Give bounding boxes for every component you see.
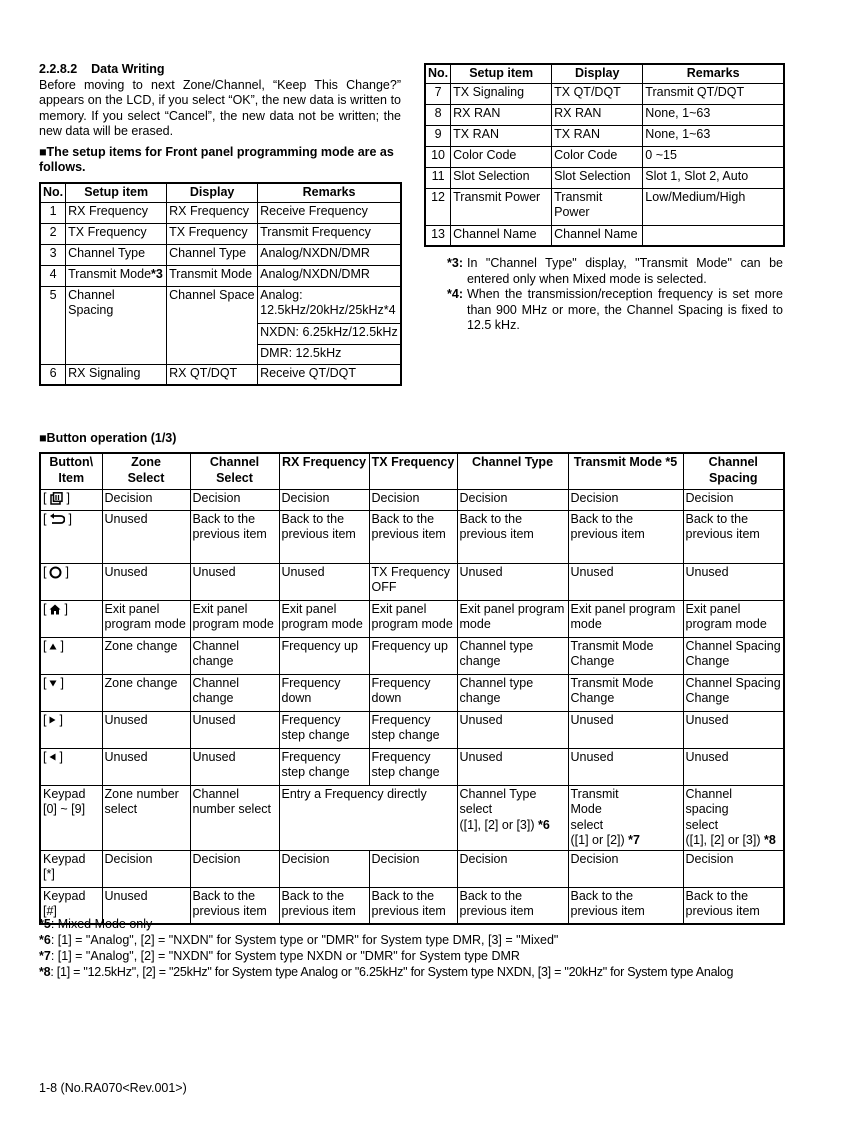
setup-header-row bbox=[425, 64, 784, 83]
cell-tx: Decision bbox=[369, 489, 457, 510]
bracket-open: [ bbox=[43, 638, 47, 653]
cell-zone: Unused bbox=[102, 748, 190, 785]
cell-type: Decision bbox=[457, 489, 568, 510]
cell-zone: Decision bbox=[102, 489, 190, 510]
remarks-dmr: DMR: 12.5kHz bbox=[258, 344, 400, 364]
row-no: 1 bbox=[40, 202, 66, 223]
cell-rx: Frequency step change bbox=[279, 711, 369, 748]
col-header-display: Display bbox=[167, 183, 258, 202]
col-header-setup-item: Setup item bbox=[66, 183, 167, 202]
row-display: Transmit Mode bbox=[167, 265, 258, 286]
cell-tx: Back to the previous item bbox=[369, 510, 457, 563]
table-row bbox=[40, 364, 401, 385]
row-display: RX QT/DQT bbox=[167, 364, 258, 385]
up-triangle-icon bbox=[49, 643, 57, 650]
power-menu-icon bbox=[49, 492, 63, 505]
cell-channel: Channel number select bbox=[190, 785, 279, 850]
footnote-text: : [1] = "Analog", [2] = "NXDN" for System type NXDN or "DMR" for System type DMR bbox=[50, 949, 520, 963]
cell-mode: Decision bbox=[568, 489, 683, 510]
cell-spacing: Unused bbox=[683, 563, 784, 600]
circle-icon bbox=[49, 566, 62, 579]
col-header-no: No. bbox=[40, 183, 66, 202]
row-remarks: Receive Frequency bbox=[258, 202, 401, 223]
footnote-label: *6 bbox=[39, 933, 51, 947]
cell-mode: Unused bbox=[568, 711, 683, 748]
row-no: 11 bbox=[425, 167, 451, 188]
cell-zone: Zone number select bbox=[102, 785, 190, 850]
note-label: *3: bbox=[447, 256, 463, 270]
cell-type: Back to the previous item bbox=[457, 510, 568, 563]
cell-type: Unused bbox=[457, 563, 568, 600]
bracket-open: [ bbox=[43, 564, 47, 579]
footnote-7 bbox=[39, 948, 819, 964]
row-no: 7 bbox=[425, 83, 451, 104]
cell-spacing: Decision bbox=[683, 489, 784, 510]
row-no: 8 bbox=[425, 104, 451, 125]
cell-tx: Decision bbox=[369, 850, 457, 887]
row-no: 9 bbox=[425, 125, 451, 146]
table-row bbox=[40, 850, 784, 887]
button-label bbox=[40, 711, 102, 748]
cell-spacing: Decision bbox=[683, 850, 784, 887]
col-header-no: No. bbox=[425, 64, 451, 83]
row-item: RX Frequency bbox=[66, 202, 167, 223]
row-remarks: None, 1~63 bbox=[643, 104, 784, 125]
cell-text: Channel spacing select bbox=[685, 786, 733, 832]
row-no: 12 bbox=[425, 188, 451, 225]
cell-ref: *6 bbox=[538, 817, 550, 832]
cell-channel: Decision bbox=[190, 850, 279, 887]
footnote-label: *8 bbox=[39, 965, 51, 979]
note-3 bbox=[447, 256, 783, 287]
row-item: RX Signaling bbox=[66, 364, 167, 385]
footnote-text: : Mixed Mode only bbox=[50, 917, 153, 931]
back-arrow-icon bbox=[49, 513, 65, 525]
footnotes bbox=[39, 916, 819, 980]
bracket-close: ] bbox=[59, 712, 63, 727]
cell-spacing: Channel Spacing Change bbox=[683, 637, 784, 674]
footnote-text: : [1] = "Analog", [2] = "NXDN" for System type or "DMR" for System type DMR, [3] = "Mixed" bbox=[50, 933, 559, 947]
row-item bbox=[66, 265, 167, 286]
col-header-remarks: Remarks bbox=[258, 183, 401, 202]
cell-zone: Decision bbox=[102, 850, 190, 887]
button-label bbox=[40, 510, 102, 563]
cell-channel: Decision bbox=[190, 489, 279, 510]
row-display: Channel Space bbox=[167, 286, 258, 364]
note-4 bbox=[447, 287, 783, 334]
cell-type: Unused bbox=[457, 748, 568, 785]
setup-table-left bbox=[39, 182, 402, 386]
row-no: 3 bbox=[40, 244, 66, 265]
footnote-text: : [1] = "12.5kHz", [2] = "25kHz" for System type Analog or "6.25kHz" for System type NXDN, [3] = "20kHz" for System type Analog bbox=[50, 965, 734, 979]
bracket-open: [ bbox=[43, 675, 47, 690]
bracket-close: ] bbox=[64, 601, 68, 616]
row-display: TX QT/DQT bbox=[552, 83, 643, 104]
button-label bbox=[40, 563, 102, 600]
row-no: 2 bbox=[40, 223, 66, 244]
cell-channel: Unused bbox=[190, 748, 279, 785]
table-row bbox=[40, 202, 401, 223]
cell-mode: Unused bbox=[568, 563, 683, 600]
cell-mode: Transmit Mode Change bbox=[568, 674, 683, 711]
cell-type: Back to the previous item bbox=[457, 887, 568, 924]
footnote-label: *7 bbox=[39, 949, 51, 963]
cell-channel: Unused bbox=[190, 563, 279, 600]
table-row bbox=[425, 188, 784, 225]
cell-mode bbox=[568, 785, 683, 850]
table-row bbox=[40, 637, 784, 674]
remarks-nxdn: NXDN: 6.25kHz/12.5kHz bbox=[258, 323, 400, 343]
button-label: Keypad [*] bbox=[40, 850, 102, 887]
cell-rx: Decision bbox=[279, 850, 369, 887]
table-row bbox=[425, 167, 784, 188]
section-title: Data Writing bbox=[91, 62, 165, 76]
row-display: Transmit Power bbox=[552, 188, 643, 225]
col-header-button-item: Button\ Item bbox=[40, 453, 102, 489]
row-remarks: 0 ~15 bbox=[643, 146, 784, 167]
cell-tx: Back to the previous item bbox=[369, 887, 457, 924]
row-display: TX Frequency bbox=[167, 223, 258, 244]
cell-tx: Frequency step change bbox=[369, 711, 457, 748]
footnote-5 bbox=[39, 916, 819, 932]
table-row bbox=[40, 563, 784, 600]
row-no: 13 bbox=[425, 225, 451, 246]
cell-channel: Unused bbox=[190, 711, 279, 748]
button-header-row bbox=[40, 453, 784, 489]
button-label bbox=[40, 637, 102, 674]
row-remarks: Analog/NXDN/DMR bbox=[258, 244, 401, 265]
bracket-open: [ bbox=[43, 601, 47, 616]
note-text: When the transmission/reception frequency is set more than 900 MHz or more, the Channel Spacing is fixed to 12.5 kHz. bbox=[466, 287, 783, 332]
col-header-tx-frequency: TX Frequency bbox=[369, 453, 457, 489]
footnote-8 bbox=[39, 964, 819, 980]
cell-spacing: Back to the previous item bbox=[683, 887, 784, 924]
table-row bbox=[40, 510, 784, 563]
row-remarks bbox=[643, 225, 784, 246]
col-header-channel-spacing: Channel Spacing bbox=[683, 453, 784, 489]
cell-channel: Back to the previous item bbox=[190, 887, 279, 924]
row-remarks: Slot 1, Slot 2, Auto bbox=[643, 167, 784, 188]
button-label bbox=[40, 600, 102, 637]
cell-type: Decision bbox=[457, 850, 568, 887]
section-number: 2.2.8.2 bbox=[39, 62, 78, 76]
cell-spacing: Exit panel program mode bbox=[683, 600, 784, 637]
row-item: TX Frequency bbox=[66, 223, 167, 244]
cell-channel: Channel change bbox=[190, 674, 279, 711]
bracket-close: ] bbox=[65, 564, 69, 579]
cell-rx: Frequency up bbox=[279, 637, 369, 674]
cell-tx: Frequency up bbox=[369, 637, 457, 674]
cell-tx: Frequency down bbox=[369, 674, 457, 711]
table-row bbox=[40, 711, 784, 748]
bracket-open: [ bbox=[43, 712, 47, 727]
cell-tx: TX Frequency OFF bbox=[369, 563, 457, 600]
table-row bbox=[425, 125, 784, 146]
cell-type: Exit panel program mode bbox=[457, 600, 568, 637]
col-header-remarks: Remarks bbox=[643, 64, 784, 83]
table-row bbox=[40, 674, 784, 711]
cell-type bbox=[457, 785, 568, 850]
cell-text: Transmit Mode select bbox=[570, 786, 619, 832]
cell-zone: Exit panel program mode bbox=[102, 600, 190, 637]
button-table bbox=[39, 452, 785, 925]
table-row bbox=[40, 785, 784, 850]
table-row bbox=[40, 748, 784, 785]
cell-mode: Decision bbox=[568, 850, 683, 887]
bracket-close: ] bbox=[60, 638, 64, 653]
cell-tx: Frequency step change bbox=[369, 748, 457, 785]
row-display: RX RAN bbox=[552, 104, 643, 125]
cell-zone: Zone change bbox=[102, 637, 190, 674]
footnote-label: *5 bbox=[39, 917, 51, 931]
home-icon bbox=[49, 604, 61, 615]
cell-note: ([1] or [2]) bbox=[570, 833, 629, 847]
note-label: *4: bbox=[447, 287, 463, 301]
bracket-close: ] bbox=[68, 511, 72, 526]
table-row bbox=[425, 146, 784, 167]
button-label bbox=[40, 748, 102, 785]
cell-note: ([1], [2] or [3]) bbox=[459, 817, 538, 832]
row-remarks: Transmit QT/DQT bbox=[643, 83, 784, 104]
cell-spacing: Unused bbox=[683, 748, 784, 785]
bracket-open: [ bbox=[43, 511, 47, 526]
setup-heading: ■The setup items for Front panel programming mode are as follows. bbox=[39, 144, 394, 174]
button-label bbox=[40, 489, 102, 510]
row-display: Channel Type bbox=[167, 244, 258, 265]
col-header-transmit-mode: Transmit Mode *5 bbox=[568, 453, 683, 489]
table-row bbox=[40, 265, 401, 286]
cell-mode: Unused bbox=[568, 748, 683, 785]
cell-text: Channel Type select bbox=[459, 786, 537, 816]
right-triangle-icon bbox=[49, 716, 56, 724]
row-display: Color Code bbox=[552, 146, 643, 167]
row-remarks: Low/Medium/High bbox=[643, 188, 784, 225]
cell-zone: Unused bbox=[102, 887, 190, 924]
cell-rx: Frequency down bbox=[279, 674, 369, 711]
row-item: TX RAN bbox=[451, 125, 552, 146]
cell-mode: Back to the previous item bbox=[568, 510, 683, 563]
row-item: Channel Type bbox=[66, 244, 167, 265]
button-label: Keypad [#] bbox=[40, 887, 102, 924]
cell-zone: Zone change bbox=[102, 674, 190, 711]
cell-spacing: Back to the previous item bbox=[683, 510, 784, 563]
row-remarks: Receive QT/DQT bbox=[258, 364, 401, 385]
bracket-close: ] bbox=[59, 749, 63, 764]
col-header-channel-type: Channel Type bbox=[457, 453, 568, 489]
cell-spacing bbox=[683, 785, 784, 850]
button-heading: ■Button operation (1/3) bbox=[39, 431, 177, 445]
setup-header-row bbox=[40, 183, 401, 202]
row-display: Slot Selection bbox=[552, 167, 643, 188]
table-row bbox=[40, 223, 401, 244]
cell-rx: Back to the previous item bbox=[279, 887, 369, 924]
cell-rx: Decision bbox=[279, 489, 369, 510]
bracket-close: ] bbox=[60, 675, 64, 690]
cell-rx: Unused bbox=[279, 563, 369, 600]
row-item: Color Code bbox=[451, 146, 552, 167]
row-item-note: *3 bbox=[151, 266, 163, 281]
cell-ref: *7 bbox=[628, 833, 640, 847]
left-triangle-icon bbox=[49, 753, 56, 761]
cell-ref: *8 bbox=[764, 833, 776, 847]
cell-rx: Back to the previous item bbox=[279, 510, 369, 563]
col-header-zone-select: Zone Select bbox=[102, 453, 190, 489]
row-no: 5 bbox=[40, 286, 66, 364]
row-remarks bbox=[258, 286, 401, 364]
cell-type: Channel type change bbox=[457, 637, 568, 674]
row-display: TX RAN bbox=[552, 125, 643, 146]
button-label: Keypad [0] ~ [9] bbox=[40, 785, 102, 850]
section-intro bbox=[39, 62, 401, 176]
table-row bbox=[425, 104, 784, 125]
table-row bbox=[40, 489, 784, 510]
footnote-6 bbox=[39, 932, 819, 948]
col-header-display: Display bbox=[552, 64, 643, 83]
cell-mode: Exit panel program mode bbox=[568, 600, 683, 637]
table-row bbox=[425, 83, 784, 104]
row-item: Transmit Power bbox=[451, 188, 552, 225]
notes-right bbox=[447, 256, 783, 334]
table-row bbox=[40, 244, 401, 265]
cell-tx: Exit panel program mode bbox=[369, 600, 457, 637]
remarks-analog: Analog: 12.5kHz/20kHz/25kHz*4 bbox=[260, 287, 396, 317]
bracket-open: [ bbox=[43, 490, 47, 505]
cell-zone: Unused bbox=[102, 563, 190, 600]
bracket-open: [ bbox=[43, 749, 47, 764]
row-no: 10 bbox=[425, 146, 451, 167]
row-item: Slot Selection bbox=[451, 167, 552, 188]
table-row bbox=[425, 225, 784, 246]
table-row bbox=[40, 600, 784, 637]
cell-frequency: Entry a Frequency directly bbox=[279, 785, 457, 850]
row-item: RX RAN bbox=[451, 104, 552, 125]
row-item: Channel Name bbox=[451, 225, 552, 246]
cell-channel: Channel change bbox=[190, 637, 279, 674]
row-display: Channel Name bbox=[552, 225, 643, 246]
bracket-close: ] bbox=[66, 490, 70, 505]
setup-table-right bbox=[424, 63, 785, 247]
note-text: In "Channel Type" display, "Transmit Mode" can be entered only when Mixed mode is selected. bbox=[466, 256, 783, 286]
cell-spacing: Channel Spacing Change bbox=[683, 674, 784, 711]
cell-mode: Transmit Mode Change bbox=[568, 637, 683, 674]
cell-zone: Unused bbox=[102, 510, 190, 563]
cell-rx: Frequency step change bbox=[279, 748, 369, 785]
cell-note: ([1], [2] or [3]) bbox=[685, 833, 764, 847]
row-no: 4 bbox=[40, 265, 66, 286]
row-item: Channel Spacing bbox=[66, 286, 167, 364]
cell-channel: Back to the previous item bbox=[190, 510, 279, 563]
row-remarks: Analog/NXDN/DMR bbox=[258, 265, 401, 286]
cell-type: Unused bbox=[457, 711, 568, 748]
col-header-channel-select: Channel Select bbox=[190, 453, 279, 489]
cell-type: Channel type change bbox=[457, 674, 568, 711]
row-item: TX Signaling bbox=[451, 83, 552, 104]
row-display: RX Frequency bbox=[167, 202, 258, 223]
down-triangle-icon bbox=[49, 680, 57, 687]
cell-channel: Exit panel program mode bbox=[190, 600, 279, 637]
row-remarks: None, 1~63 bbox=[643, 125, 784, 146]
table-row bbox=[40, 286, 401, 364]
cell-mode: Back to the previous item bbox=[568, 887, 683, 924]
cell-zone: Unused bbox=[102, 711, 190, 748]
section-heading bbox=[39, 62, 401, 78]
row-no: 6 bbox=[40, 364, 66, 385]
row-item-text: Transmit Mode bbox=[68, 266, 152, 281]
cell-rx: Exit panel program mode bbox=[279, 600, 369, 637]
cell-spacing: Unused bbox=[683, 711, 784, 748]
page-footer: 1-8 (No.RA070<Rev.001>) bbox=[39, 1081, 187, 1095]
button-label bbox=[40, 674, 102, 711]
intro-text: Before moving to next Zone/Channel, “Keep This Change?” appears on the LCD, if you select “OK”, the new data is written to memory. If you select “Cancel”, the new data not be written; the new data will be erased. bbox=[39, 77, 401, 138]
col-header-setup-item: Setup item bbox=[451, 64, 552, 83]
row-remarks: Transmit Frequency bbox=[258, 223, 401, 244]
col-header-rx-frequency: RX Frequency bbox=[279, 453, 369, 489]
